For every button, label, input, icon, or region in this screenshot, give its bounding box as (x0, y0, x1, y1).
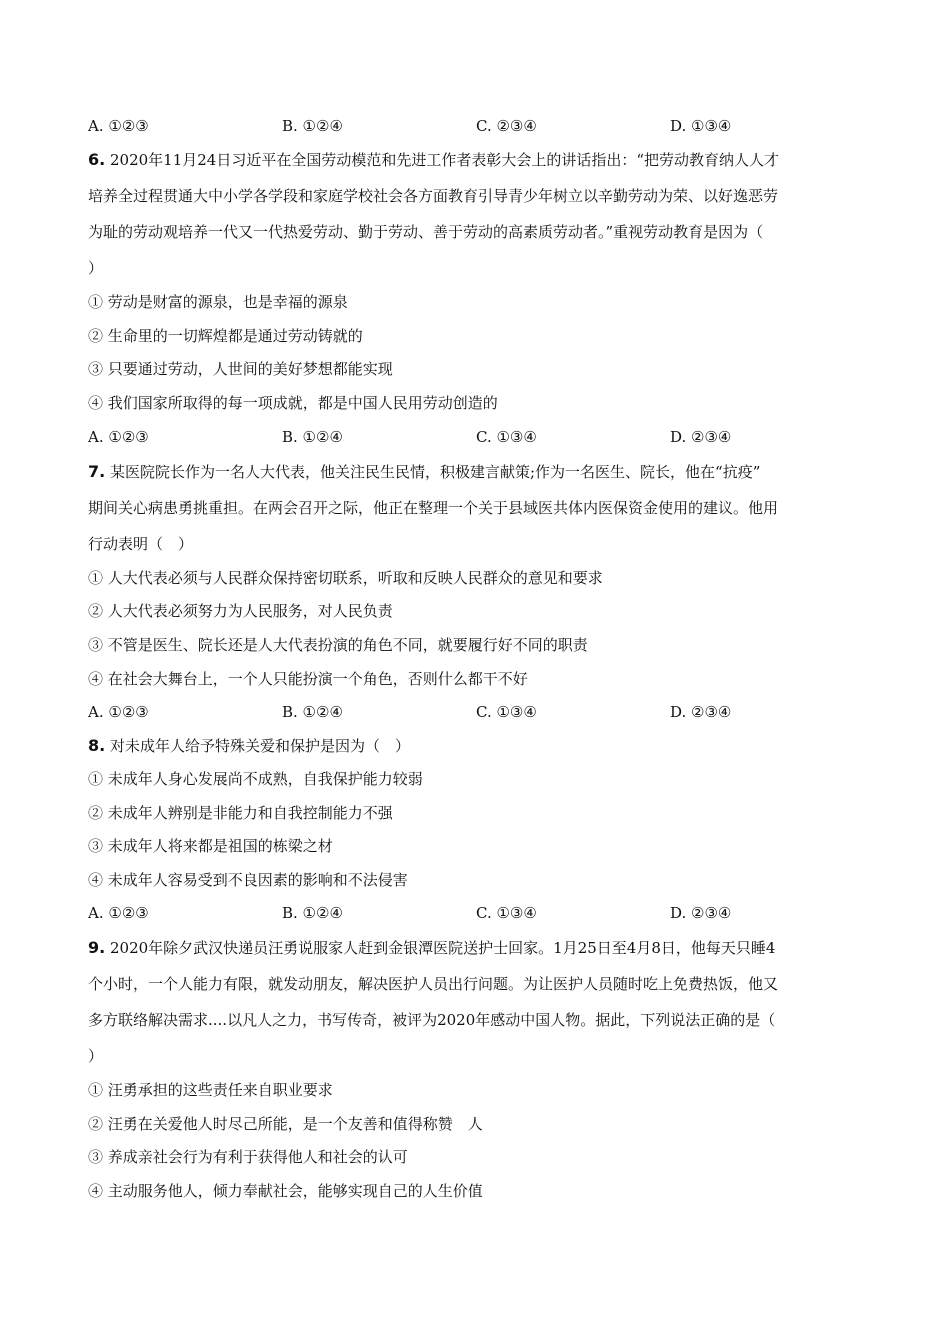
q5-option-d: D. ①③④ (670, 117, 732, 135)
q9-stem-text-1: 2020年除夕武汉快递员汪勇说服家人赶到金银潭医院送护士回家。1月25日至4月8日，他每天只睡4 (110, 939, 776, 957)
q6-option-b: B. ①②④ (282, 428, 343, 446)
q9-stem-line-4: ） (88, 1047, 104, 1065)
q7-number: 7. (88, 462, 106, 481)
q8-option-d: D. ②③④ (670, 904, 732, 922)
q9-statement-1: ① 汪勇承担的这些责任来自职业要求 (88, 1081, 333, 1099)
q7-stem-text-1: 某医院院长作为一名人大代表，他关注民生民情，积极建言献策;作为一名医生、院长，他在“抗疫” (110, 463, 761, 481)
q7-option-a: A. ①②③ (88, 703, 149, 721)
q8-option-c: C. ①③④ (476, 904, 537, 922)
q7-option-d: D. ②③④ (670, 703, 732, 721)
q6-number: 6. (88, 150, 106, 169)
q8-stem-text-1: 对未成年人给予特殊关爱和保护是因为（ ） (110, 737, 411, 755)
q9-statement-2: ② 汪勇在关爱他人时尽己所能，是一个友善和值得称赞 人 (88, 1115, 483, 1133)
q7-statement-4: ④ 在社会大舞台上，一个人只能扮演一个角色，否则什么都干不好 (88, 670, 528, 688)
q9-statement-3: ③ 养成亲社会行为有利于获得他人和社会的认可 (88, 1148, 408, 1166)
q7-statement-1: ① 人大代表必须与人民群众保持密切联系，听取和反映人民群众的意见和要求 (88, 569, 603, 587)
q5-option-a: A. ①②③ (88, 117, 149, 135)
q6-option-a: A. ①②③ (88, 428, 149, 446)
q6-stem-line-3: 为耻的劳动观培养一代又一代热爱劳动、勤于劳动、善于劳动的高素质劳动者。”重视劳动教育是因为（ (88, 223, 764, 241)
q8-statement-3: ③ 未成年人将来都是祖国的栋梁之材 (88, 837, 333, 855)
q5-option-c: C. ②③④ (476, 117, 537, 135)
q8-statement-4: ④ 未成年人容易受到不良因素的影响和不法侵害 (88, 871, 408, 889)
q9-statement-4: ④ 主动服务他人，倾力奉献社会，能够实现自己的人生价值 (88, 1182, 483, 1200)
q6-statement-4: ④ 我们国家所取得的每一项成就，都是中国人民用劳动创造的 (88, 394, 498, 412)
q6-stem-line-1 (88, 150, 779, 170)
q6-statement-1: ① 劳动是财富的源泉，也是幸福的源泉 (88, 293, 348, 311)
q9-stem-line-2: 个小时，一个人能力有限，就发动朋友，解决医护人员出行问题。为让医护人员随时吃上免费热饭，他又 (88, 975, 779, 993)
q6-statement-2: ② 生命里的一切辉煌都是通过劳动铸就的 (88, 327, 363, 345)
q8-number: 8. (88, 736, 106, 755)
q7-option-b: B. ①②④ (282, 703, 343, 721)
q6-stem-line-4: ） (88, 259, 104, 277)
q6-statement-3: ③ 只要通过劳动，人世间的美好梦想都能实现 (88, 360, 393, 378)
q7-stem-line-1 (88, 462, 760, 482)
q8-stem-line-1 (88, 736, 410, 756)
q7-statement-2: ② 人大代表必须努力为人民服务，对人民负责 (88, 602, 393, 620)
q6-stem-line-2: 培养全过程贯通大中小学各学段和家庭学校社会各方面教育引导青少年树立以辛勤劳动为荣、以好逸恶劳 (88, 187, 779, 205)
q9-number: 9. (88, 938, 106, 957)
q9-stem-line-1 (88, 938, 775, 958)
q7-statement-3: ③ 不管是医生、院长还是人大代表扮演的角色不同，就要履行好不同的职责 (88, 636, 588, 654)
q8-statement-1: ① 未成年人身心发展尚不成熟，自我保护能力较弱 (88, 770, 423, 788)
q8-option-b: B. ①②④ (282, 904, 343, 922)
q8-statement-2: ② 未成年人辨别是非能力和自我控制能力不强 (88, 804, 393, 822)
q7-option-c: C. ①③④ (476, 703, 537, 721)
q5-option-b: B. ①②④ (282, 117, 343, 135)
q8-option-a: A. ①②③ (88, 904, 149, 922)
q7-stem-line-3: 行动表明（ ） (88, 535, 194, 553)
q6-option-d: D. ②③④ (670, 428, 732, 446)
q6-stem-text-1: 2020年11月24日习近平在全国劳动模范和先进工作者表彰大会上的讲话指出：“把劳动教育纳人人才 (110, 151, 780, 169)
q9-stem-line-3: 多方联络解决需求....以凡人之力，书写传奇，被评为2020年感动中国人物。据此，下列说法正确的是（ (88, 1011, 776, 1029)
q6-option-c: C. ①③④ (476, 428, 537, 446)
q7-stem-line-2: 期间关心病患勇挑重担。在两会召开之际，他正在整理一个关于县域医共体内医保资金使用的建议。他用 (88, 499, 779, 517)
